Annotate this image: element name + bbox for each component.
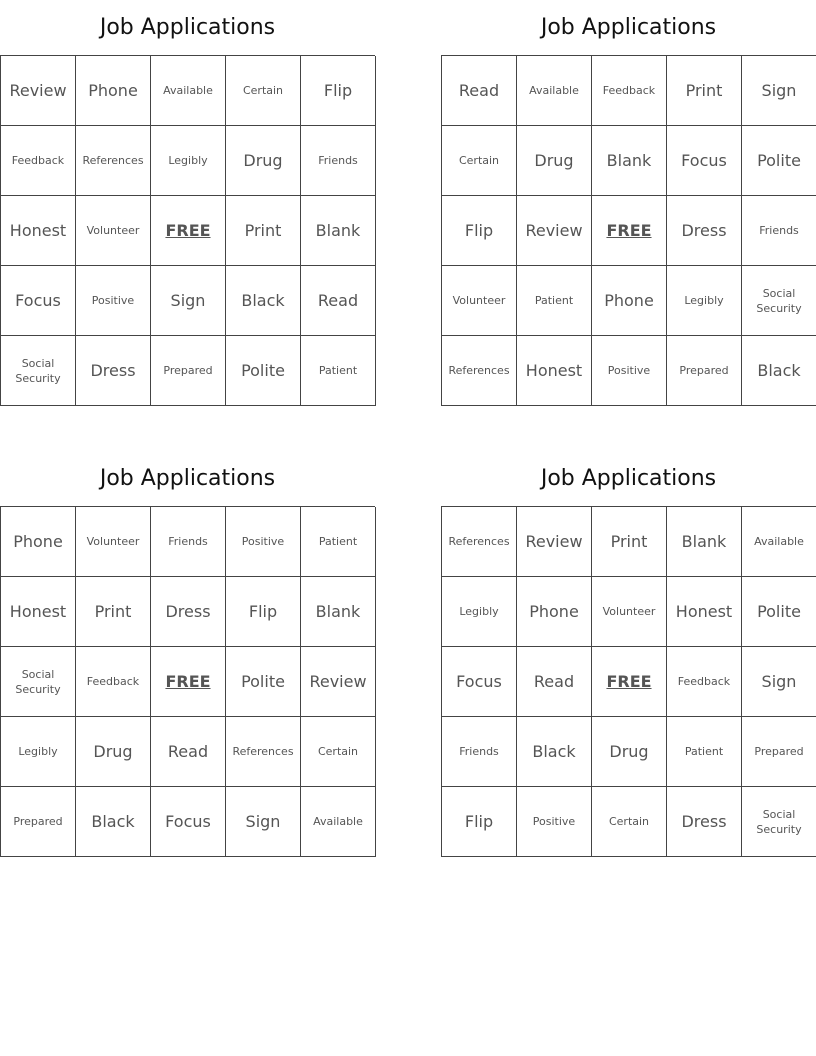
- bingo-cell-label: Legibly: [459, 605, 499, 618]
- bingo-cell-label: Print: [244, 221, 282, 240]
- bingo-cell-label: Certain: [458, 154, 500, 167]
- bingo-cell-label: Available: [754, 535, 804, 548]
- bingo-cell: [1, 336, 76, 406]
- bingo-cell: [226, 787, 301, 857]
- bingo-cell: [742, 577, 816, 647]
- bingo-cell: [592, 507, 667, 577]
- bingo-cell: [667, 336, 742, 406]
- bingo-cell-label: Sign: [170, 291, 206, 310]
- bingo-cell: [1, 717, 76, 787]
- bingo-cell: [151, 126, 226, 196]
- bingo-cell-label: Review: [525, 221, 583, 240]
- bingo-cell-label: Phone: [529, 602, 579, 621]
- bingo-cell-label: Flip: [464, 221, 494, 240]
- bingo-cell: [76, 266, 151, 336]
- bingo-cell-label: Phone: [604, 291, 654, 310]
- bingo-cell-label: Feedback: [11, 154, 65, 167]
- bingo-cell-label: Print: [685, 81, 723, 100]
- bingo-cell: [517, 126, 592, 196]
- bingo-cell-label: Positive: [532, 815, 576, 828]
- bingo-cell-label: Black: [241, 291, 285, 310]
- bingo-grid: [0, 55, 375, 406]
- bingo-cell: [76, 196, 151, 266]
- bingo-cell: [1, 507, 76, 577]
- bingo-cell: [226, 507, 301, 577]
- bingo-cell: [517, 196, 592, 266]
- bingo-cell-label: Friends: [759, 224, 799, 237]
- bingo-cell: [592, 56, 667, 126]
- bingo-cell-label: Drug: [93, 742, 133, 761]
- bingo-cell: [442, 647, 517, 717]
- bingo-cell: [667, 196, 742, 266]
- bingo-cell-label: Blank: [315, 221, 361, 240]
- free-space: [592, 196, 667, 266]
- bingo-cell-label: Social Security: [756, 807, 802, 836]
- bingo-cell-label: Friends: [459, 745, 499, 758]
- bingo-cell-label: Patient: [534, 294, 574, 307]
- bingo-cell-label: Feedback: [602, 84, 656, 97]
- bingo-cell-label: Black: [757, 361, 801, 380]
- card-title: Job Applications: [99, 466, 276, 491]
- bingo-cell-label: Positive: [241, 535, 285, 548]
- bingo-cell-label: Legibly: [168, 154, 208, 167]
- bingo-cell: [742, 266, 816, 336]
- bingo-cell-label: Blank: [681, 532, 727, 551]
- bingo-cell-label: Honest: [525, 361, 583, 380]
- bingo-cell: [151, 787, 226, 857]
- bingo-cell-label: FREE: [165, 221, 211, 240]
- bingo-cell: [76, 336, 151, 406]
- bingo-cell-label: Positive: [607, 364, 651, 377]
- bingo-cell: [517, 507, 592, 577]
- bingo-cell-label: Certain: [317, 745, 359, 758]
- bingo-cell: [667, 577, 742, 647]
- bingo-cell-label: Social Security: [15, 667, 61, 696]
- bingo-cell-label: Friends: [318, 154, 358, 167]
- bingo-cell-label: Drug: [534, 151, 574, 170]
- bingo-cell-label: Patient: [318, 364, 358, 377]
- bingo-cell: [1, 577, 76, 647]
- bingo-cell-label: Patient: [684, 745, 724, 758]
- bingo-card-2: [441, 0, 816, 406]
- card-title: Job Applications: [540, 466, 717, 491]
- bingo-card-3: [0, 451, 375, 857]
- bingo-cell: [592, 577, 667, 647]
- bingo-cell-label: Polite: [241, 361, 285, 380]
- bingo-cell: [301, 196, 376, 266]
- bingo-cell-label: References: [232, 745, 294, 758]
- bingo-cell-label: Honest: [675, 602, 733, 621]
- bingo-cell: [76, 717, 151, 787]
- bingo-cell: [226, 196, 301, 266]
- bingo-cell: [442, 336, 517, 406]
- bingo-cell-label: Focus: [456, 672, 502, 691]
- bingo-cell-label: Available: [163, 84, 213, 97]
- bingo-cell-label: Dress: [681, 221, 727, 240]
- bingo-cell-label: Prepared: [679, 364, 729, 377]
- bingo-cell-label: Volunteer: [452, 294, 506, 307]
- bingo-card-1: [0, 0, 375, 406]
- bingo-cell: [742, 507, 816, 577]
- bingo-cell: [442, 787, 517, 857]
- bingo-cell: [592, 336, 667, 406]
- bingo-cell-label: Dress: [165, 602, 211, 621]
- bingo-cell: [742, 196, 816, 266]
- bingo-cell-label: Legibly: [18, 745, 58, 758]
- bingo-cell-label: Drug: [243, 151, 283, 170]
- bingo-cell-label: Flip: [464, 812, 494, 831]
- bingo-cell: [517, 56, 592, 126]
- bingo-cell: [592, 717, 667, 787]
- bingo-cell: [517, 647, 592, 717]
- bingo-cell: [442, 196, 517, 266]
- bingo-cell: [226, 717, 301, 787]
- bingo-cell: [76, 507, 151, 577]
- bingo-cell-label: Review: [309, 672, 367, 691]
- bingo-cell-label: Prepared: [163, 364, 213, 377]
- bingo-cell: [1, 126, 76, 196]
- bingo-cell: [592, 787, 667, 857]
- bingo-cell-label: Certain: [608, 815, 650, 828]
- bingo-cell-label: Dress: [681, 812, 727, 831]
- bingo-cell-label: Positive: [91, 294, 135, 307]
- bingo-cell-label: Black: [91, 812, 135, 831]
- card-title: Job Applications: [540, 15, 717, 40]
- bingo-cell-label: Feedback: [677, 675, 731, 688]
- bingo-cell-label: Certain: [242, 84, 284, 97]
- bingo-cell-label: Print: [610, 532, 648, 551]
- bingo-cell-label: Flip: [248, 602, 278, 621]
- bingo-cell-label: Sign: [761, 672, 797, 691]
- bingo-cell: [667, 507, 742, 577]
- bingo-cell: [301, 507, 376, 577]
- bingo-cell: [592, 266, 667, 336]
- bingo-cell-label: Blank: [606, 151, 652, 170]
- bingo-cell: [742, 126, 816, 196]
- bingo-cell: [1, 266, 76, 336]
- bingo-cell: [442, 717, 517, 787]
- bingo-cell: [301, 717, 376, 787]
- bingo-cell: [301, 577, 376, 647]
- bingo-cell-label: FREE: [165, 672, 211, 691]
- bingo-cell: [226, 126, 301, 196]
- bingo-cell-label: Read: [533, 672, 575, 691]
- bingo-cell-label: Friends: [168, 535, 208, 548]
- bingo-cell-label: Social Security: [756, 286, 802, 315]
- bingo-cell-label: Honest: [9, 602, 67, 621]
- bingo-cell: [742, 647, 816, 717]
- bingo-cell-label: Prepared: [754, 745, 804, 758]
- bingo-cell-label: Polite: [757, 151, 801, 170]
- bingo-cell: [1, 787, 76, 857]
- bingo-cell: [76, 56, 151, 126]
- bingo-cell-label: Black: [532, 742, 576, 761]
- bingo-cell-label: Focus: [15, 291, 61, 310]
- bingo-grid: [441, 55, 816, 406]
- bingo-cell: [301, 126, 376, 196]
- bingo-cell: [742, 56, 816, 126]
- bingo-cell-label: Polite: [241, 672, 285, 691]
- bingo-cell: [592, 126, 667, 196]
- bingo-cell: [151, 266, 226, 336]
- bingo-cell-label: Read: [167, 742, 209, 761]
- free-space: [151, 196, 226, 266]
- bingo-cell: [226, 56, 301, 126]
- bingo-cell: [151, 717, 226, 787]
- bingo-cell: [226, 336, 301, 406]
- bingo-cell: [667, 126, 742, 196]
- bingo-cell-label: Review: [9, 81, 67, 100]
- bingo-cell: [517, 787, 592, 857]
- bingo-cell: [151, 507, 226, 577]
- bingo-grid: [0, 506, 375, 857]
- bingo-cell-label: Feedback: [86, 675, 140, 688]
- bingo-cell: [1, 56, 76, 126]
- bingo-cell-label: FREE: [606, 672, 652, 691]
- bingo-cell-label: Phone: [88, 81, 138, 100]
- bingo-cell-label: FREE: [606, 221, 652, 240]
- bingo-cell: [742, 717, 816, 787]
- bingo-cell: [76, 647, 151, 717]
- free-space: [592, 647, 667, 717]
- bingo-cell: [667, 787, 742, 857]
- bingo-cell: [301, 266, 376, 336]
- bingo-cell-label: Available: [313, 815, 363, 828]
- bingo-cell-label: Flip: [323, 81, 353, 100]
- bingo-cell: [151, 577, 226, 647]
- bingo-grid: [441, 506, 816, 857]
- bingo-cell: [442, 266, 517, 336]
- bingo-cell-label: Sign: [245, 812, 281, 831]
- bingo-cell-label: Review: [525, 532, 583, 551]
- bingo-cell-label: Read: [317, 291, 359, 310]
- bingo-cell: [742, 787, 816, 857]
- bingo-cell-label: Available: [529, 84, 579, 97]
- bingo-cell-label: Dress: [90, 361, 136, 380]
- bingo-cell: [151, 56, 226, 126]
- bingo-cell: [76, 577, 151, 647]
- bingo-cell-label: Sign: [761, 81, 797, 100]
- bingo-cell-label: Social Security: [15, 356, 61, 385]
- free-space: [151, 647, 226, 717]
- bingo-cell: [442, 56, 517, 126]
- bingo-cell: [517, 717, 592, 787]
- bingo-cell-label: Drug: [609, 742, 649, 761]
- bingo-cell-label: Volunteer: [86, 535, 140, 548]
- bingo-cell-label: Honest: [9, 221, 67, 240]
- bingo-cell: [517, 577, 592, 647]
- bingo-cell: [1, 196, 76, 266]
- bingo-cell-label: Patient: [318, 535, 358, 548]
- bingo-cell-label: Focus: [681, 151, 727, 170]
- bingo-cell: [517, 336, 592, 406]
- bingo-cell: [301, 647, 376, 717]
- bingo-cell: [226, 266, 301, 336]
- bingo-cell-label: Focus: [165, 812, 211, 831]
- bingo-cell: [517, 266, 592, 336]
- bingo-cell-label: Volunteer: [602, 605, 656, 618]
- bingo-cell: [442, 577, 517, 647]
- bingo-cell-label: Phone: [13, 532, 63, 551]
- bingo-cell: [1, 647, 76, 717]
- bingo-cell-label: References: [82, 154, 144, 167]
- bingo-cell: [667, 266, 742, 336]
- bingo-cell-label: Print: [94, 602, 132, 621]
- bingo-cell-label: Read: [458, 81, 500, 100]
- bingo-cell-label: Prepared: [13, 815, 63, 828]
- bingo-cell: [76, 126, 151, 196]
- bingo-cell: [667, 717, 742, 787]
- bingo-cell: [667, 647, 742, 717]
- bingo-cell-label: Polite: [757, 602, 801, 621]
- bingo-cell: [667, 56, 742, 126]
- bingo-cell: [226, 647, 301, 717]
- bingo-card-4: [441, 451, 816, 857]
- bingo-cell: [742, 336, 816, 406]
- bingo-cell: [301, 336, 376, 406]
- bingo-cell: [301, 56, 376, 126]
- bingo-cell-label: Blank: [315, 602, 361, 621]
- card-title: Job Applications: [99, 15, 276, 40]
- bingo-cell: [226, 577, 301, 647]
- bingo-cell: [442, 126, 517, 196]
- bingo-cell-label: Volunteer: [86, 224, 140, 237]
- bingo-cell-label: References: [448, 535, 510, 548]
- bingo-cell: [151, 336, 226, 406]
- bingo-cell-label: Legibly: [684, 294, 724, 307]
- bingo-cell: [301, 787, 376, 857]
- bingo-cell-label: References: [448, 364, 510, 377]
- bingo-cell: [442, 507, 517, 577]
- bingo-cell: [76, 787, 151, 857]
